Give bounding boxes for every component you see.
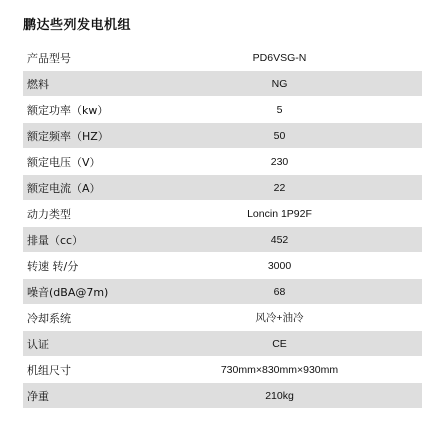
spec-value: 22: [157, 175, 422, 201]
spec-value: 730mm×830mm×930mm: [157, 357, 422, 383]
spec-label: 转速 转/分: [23, 253, 157, 279]
spec-value: 50: [157, 123, 422, 149]
spec-value: NG: [157, 71, 422, 97]
spec-label: 额定电流（A）: [23, 175, 157, 201]
table-row: [23, 253, 422, 279]
page-title: 鹏达些列发电机组: [23, 18, 132, 33]
spec-value: PD6VSG-N: [157, 45, 422, 71]
spec-table-body: [23, 45, 422, 409]
spec-value: Loncin 1P92F: [157, 201, 422, 227]
spec-value: 68: [157, 279, 422, 305]
table-row: [23, 279, 422, 305]
table-row: [23, 175, 422, 201]
spec-label: 额定功率（kw）: [23, 97, 157, 123]
table-row: [23, 149, 422, 175]
spec-value: 风冷+油冷: [157, 305, 422, 331]
spec-label: 额定频率（HZ）: [23, 123, 157, 149]
table-row: [23, 201, 422, 227]
spec-value: 230: [157, 149, 422, 175]
spec-value: 3000: [157, 253, 422, 279]
spec-label: 冷却系统: [23, 305, 157, 331]
spec-label: 净重: [23, 383, 157, 409]
spec-label: 认证: [23, 331, 157, 357]
spec-value: 452: [157, 227, 422, 253]
spec-value: 210kg: [157, 383, 422, 409]
table-row: [23, 331, 422, 357]
table-row: [23, 305, 422, 331]
table-row: [23, 123, 422, 149]
table-row: [23, 71, 422, 97]
spec-value: CE: [157, 331, 422, 357]
table-row: [23, 227, 422, 253]
spec-label: 额定电压（V）: [23, 149, 157, 175]
spec-table: [23, 45, 422, 409]
spec-label: 排量（cc）: [23, 227, 157, 253]
table-row: [23, 97, 422, 123]
table-row: [23, 45, 422, 71]
spec-label: 产品型号: [23, 45, 157, 71]
spec-value: 5: [157, 97, 422, 123]
table-row: [23, 383, 422, 409]
spec-label: 动力类型: [23, 201, 157, 227]
table-row: [23, 357, 422, 383]
spec-label: 噪音(dBA@7m): [23, 279, 157, 305]
spec-label: 机组尺寸: [23, 357, 157, 383]
spec-label: 燃料: [23, 71, 157, 97]
